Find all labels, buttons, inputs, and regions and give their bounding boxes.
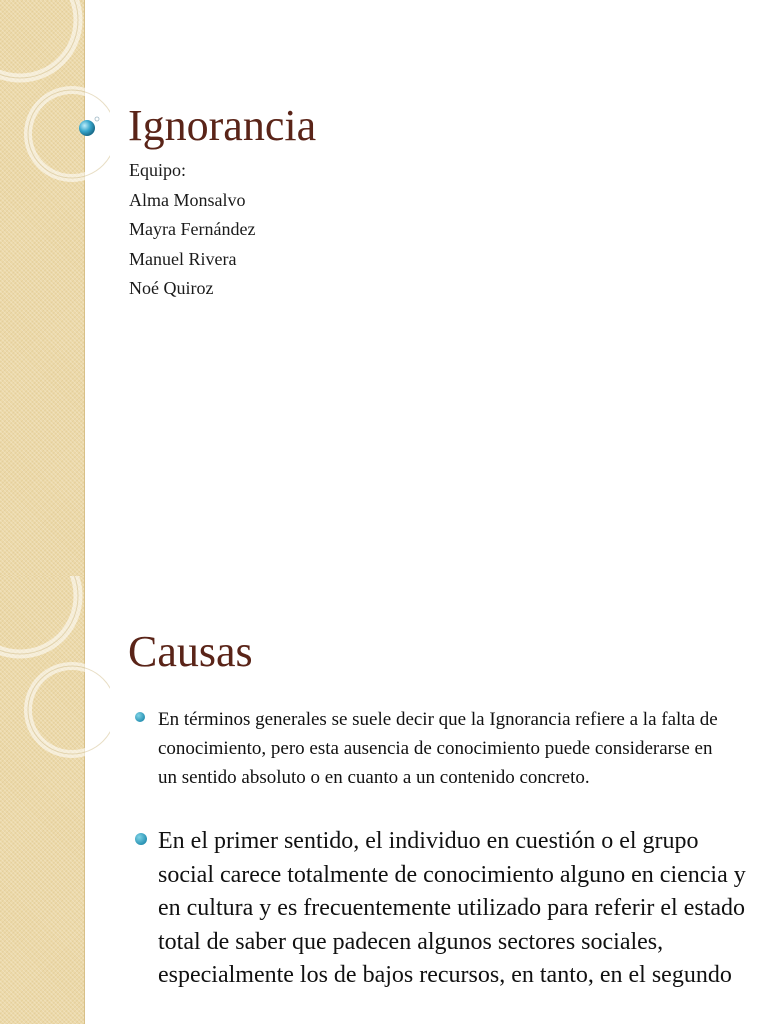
bullet-dot-icon bbox=[135, 712, 145, 722]
bullet-text: En términos generales se suele decir que la Ignorancia refiere a la falta de conocimiento, pero esta ausencia de conocimiento puede considerarse en un sentido absoluto o en cuanto a un contenido concreto. bbox=[158, 709, 718, 788]
slide-title: Ignorancia bbox=[128, 101, 317, 150]
decorative-rings bbox=[0, 576, 110, 1024]
slide-title: Causas bbox=[128, 627, 253, 676]
bullet-dot-icon bbox=[135, 833, 147, 845]
decorative-sidebar bbox=[0, 0, 85, 576]
team-member: Noé Quiroz bbox=[129, 278, 214, 298]
causes-slide bbox=[0, 576, 768, 1024]
team-list bbox=[129, 156, 255, 304]
team-label: Equipo: bbox=[129, 160, 186, 180]
bullet-item bbox=[135, 825, 755, 993]
bullet-text: En el primer sentido, el individuo en cuestión o el grupo social carece totalmente de conocimiento alguno en ciencia y en cultura y es frecuentemente utilizado para referir el estado total de saber que padecen algunos sectores sociales, especialmente los de bajos recursos, en tanto, en el segundo bbox=[158, 828, 746, 988]
decorative-sidebar bbox=[0, 576, 85, 1024]
team-member: Manuel Rivera bbox=[129, 248, 237, 269]
bullet-item bbox=[135, 705, 735, 792]
decorative-rings bbox=[0, 0, 110, 576]
team-member: Mayra Fernández bbox=[129, 219, 256, 239]
team-member: Alma Monsalvo bbox=[129, 189, 246, 210]
blue-orb-icon bbox=[78, 116, 100, 138]
